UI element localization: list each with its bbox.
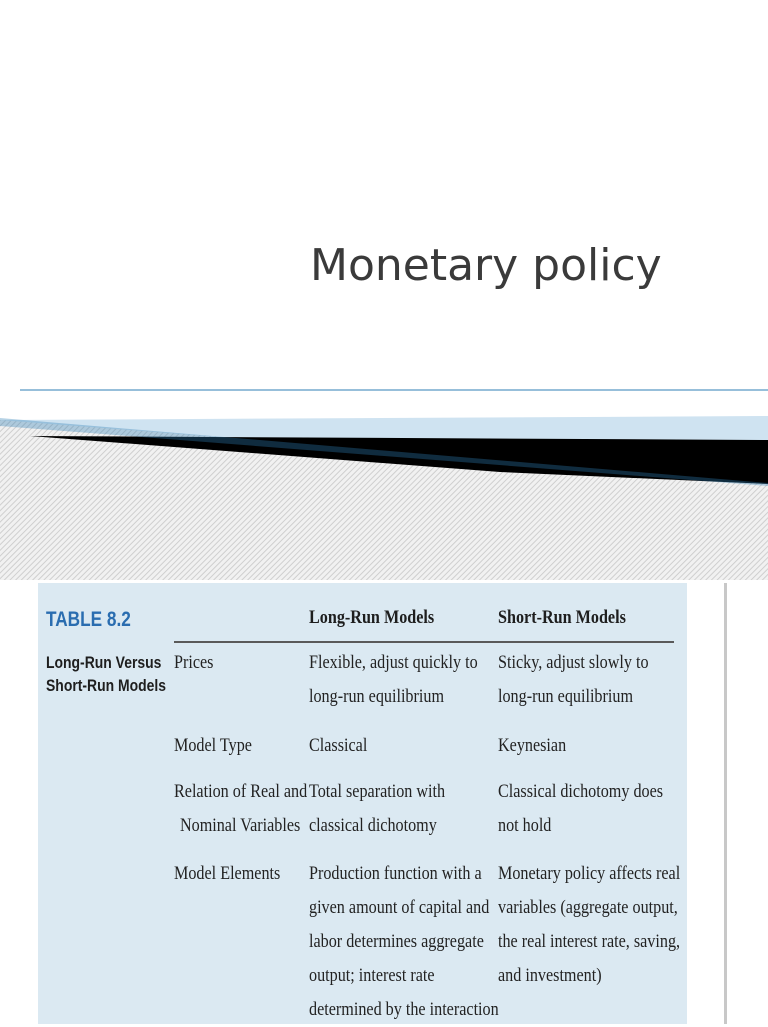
cell-prices-long-run: Flexible, adjust quickly to long-run equilibrium: [309, 652, 478, 707]
table-caption-line: Long-Run Versus: [46, 653, 162, 672]
table-caption: [46, 651, 185, 697]
cell-model-elements-short-run: Monetary policy affects real variables (aggregate output, the real interest rate, saving, and investment): [498, 863, 681, 986]
row-label-prices: Prices: [174, 652, 214, 673]
row-label-model-type: Model Type: [174, 735, 252, 756]
cell-model-elements-long-run: Production function with a given amount of capital and labor determines aggregate output; interest rate determined by the interaction: [309, 863, 499, 1020]
table-panel: [38, 583, 687, 1024]
banner-graphic: [0, 380, 768, 580]
cell-model-type-short-run: Keynesian: [498, 735, 567, 756]
cell-prices-short-run: Sticky, adjust slowly to long-run equilibrium: [498, 652, 649, 707]
cell-model-type-long-run: Classical: [309, 735, 368, 756]
table-number: TABLE 8.2: [46, 608, 131, 631]
slide-title: Monetary policy: [310, 240, 662, 291]
cell-relation-long-run: Total separation with classical dichotomy: [309, 781, 446, 836]
cell-relation-short-run: Classical dichotomy does not hold: [498, 781, 664, 836]
row-label-relation: Relation of Real and Nominal Variables: [174, 781, 308, 836]
header-rule: [174, 641, 674, 643]
decorative-banner: [0, 380, 768, 580]
row-label-model-elements: Model Elements: [174, 863, 281, 884]
column-header-short-run: Short-Run Models: [498, 607, 626, 628]
column-header-long-run: Long-Run Models: [309, 607, 435, 628]
panel-edge: [724, 583, 727, 1024]
table-caption-line: Short-Run Models: [46, 676, 167, 695]
